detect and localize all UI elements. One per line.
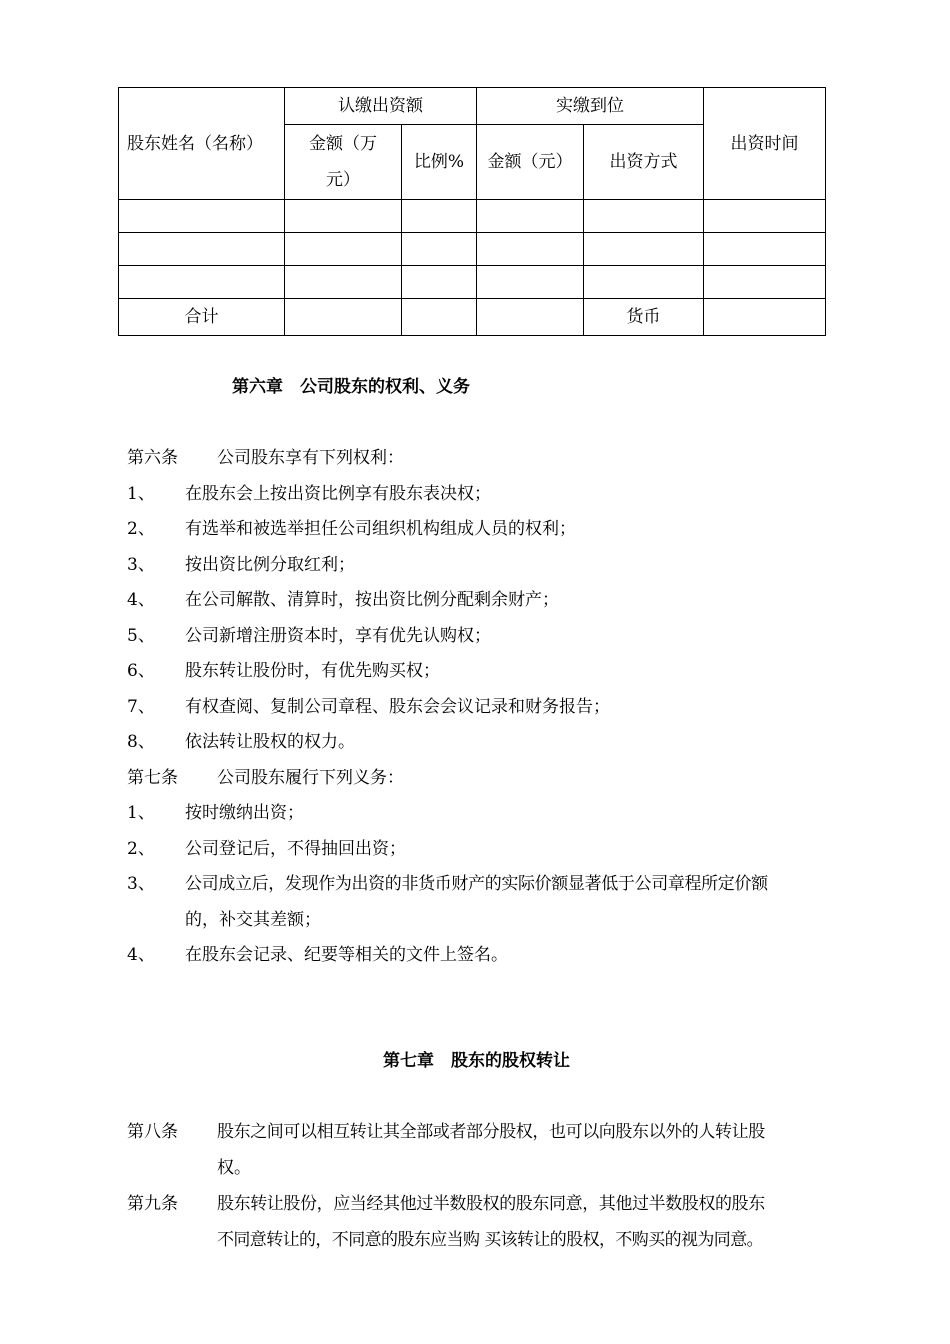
table-cell — [402, 200, 477, 233]
table-total-row — [119, 299, 826, 336]
table-cell — [477, 200, 584, 233]
table-cell — [402, 233, 477, 266]
table-cell — [402, 266, 477, 299]
table-cell — [704, 233, 826, 266]
table-cell — [477, 233, 584, 266]
header-amount-wan: 金额（万元） — [285, 125, 402, 200]
list-item: 3、 公司成立后，发现作为出资的非货币财产的实际价额显著低于公司章程所定价额 — [127, 874, 768, 894]
table-cell — [119, 266, 285, 299]
article7 — [127, 763, 404, 788]
table-cell — [285, 233, 402, 266]
article9-text: 股东转让股份，应当经其他过半数股权的股东同意，其他过半数股权的股东 — [217, 1194, 765, 1214]
total-label: 合计 — [119, 299, 285, 336]
header-ratio: 比例% — [402, 125, 477, 200]
article6 — [127, 443, 404, 468]
article8-text: 股东之间可以相互转让其全部或者部分股权，也可以向股东以外的人转让股 — [217, 1122, 765, 1142]
table-cell — [285, 299, 402, 336]
total-method: 货币 — [584, 299, 704, 336]
article8 — [127, 1117, 765, 1142]
table-cell — [119, 233, 285, 266]
article7-label: 第七条 — [127, 768, 178, 788]
table-cell — [402, 299, 477, 336]
table-cell — [285, 266, 402, 299]
article6-label: 第六条 — [127, 448, 178, 468]
capital-contribution-table — [118, 87, 826, 336]
article7-text: 公司股东履行下列义务： — [217, 768, 404, 788]
article6-text: 公司股东享有下列权利： — [217, 448, 404, 468]
list-item: 1、 按时缴纳出资； — [127, 803, 304, 823]
header-contribution-time: 出资时间 — [704, 88, 826, 200]
table-cell — [119, 200, 285, 233]
chapter7-title: 第七章 股东的股权转让 — [383, 1051, 570, 1071]
table-cell — [285, 200, 402, 233]
list-item: 5、 公司新增注册资本时，享有优先认购权； — [127, 626, 491, 646]
list-item: 3、 按出资比例分取红利； — [127, 555, 355, 575]
list-item: 2、 公司登记后，不得抽回出资； — [127, 839, 406, 859]
table-cell — [477, 266, 584, 299]
list-item: 1、 在股东会上按出资比例享有股东表决权； — [127, 484, 491, 504]
list-item: 6、 股东转让股份时，有优先购买权； — [127, 661, 440, 681]
table-row — [119, 233, 826, 266]
table-cell — [584, 266, 704, 299]
header-amount-yuan: 金额（元） — [477, 125, 584, 200]
article8-label: 第八条 — [127, 1122, 178, 1142]
table-row — [119, 200, 826, 233]
list-item: 7、 有权查阅、复制公司章程、股东会会议记录和财务报告； — [127, 697, 610, 717]
article9 — [127, 1189, 765, 1214]
list-item-continuation: 的，补交其差额； — [185, 910, 321, 930]
table-cell — [704, 200, 826, 233]
header-shareholder-name: 股东姓名（名称） — [119, 88, 285, 200]
chapter6-title: 第六章 公司股东的权利、义务 — [232, 377, 470, 397]
table-cell — [704, 266, 826, 299]
list-item: 2、 有选举和被选举担任公司组织机构组成人员的权利； — [127, 519, 576, 539]
table-cell — [477, 299, 584, 336]
header-paid-in: 实缴到位 — [477, 88, 704, 125]
header-contribution-method: 出资方式 — [584, 125, 704, 200]
table-row — [119, 266, 826, 299]
header-subscribed-capital: 认缴出资额 — [285, 88, 477, 125]
list-item: 4、 在股东会记录、纪要等相关的文件上签名。 — [127, 945, 508, 965]
table-cell — [704, 299, 826, 336]
article8-continuation: 权。 — [217, 1158, 251, 1178]
article9-continuation: 不同意转让的，不同意的股东应当购 买该转让的股权，不购买的视为同意。 — [217, 1230, 764, 1250]
article9-label: 第九条 — [127, 1194, 178, 1214]
table-cell — [584, 233, 704, 266]
list-item: 8、 依法转让股权的权力。 — [127, 732, 355, 752]
table-cell — [584, 200, 704, 233]
list-item: 4、 在公司解散、清算时，按出资比例分配剩余财产； — [127, 590, 559, 610]
